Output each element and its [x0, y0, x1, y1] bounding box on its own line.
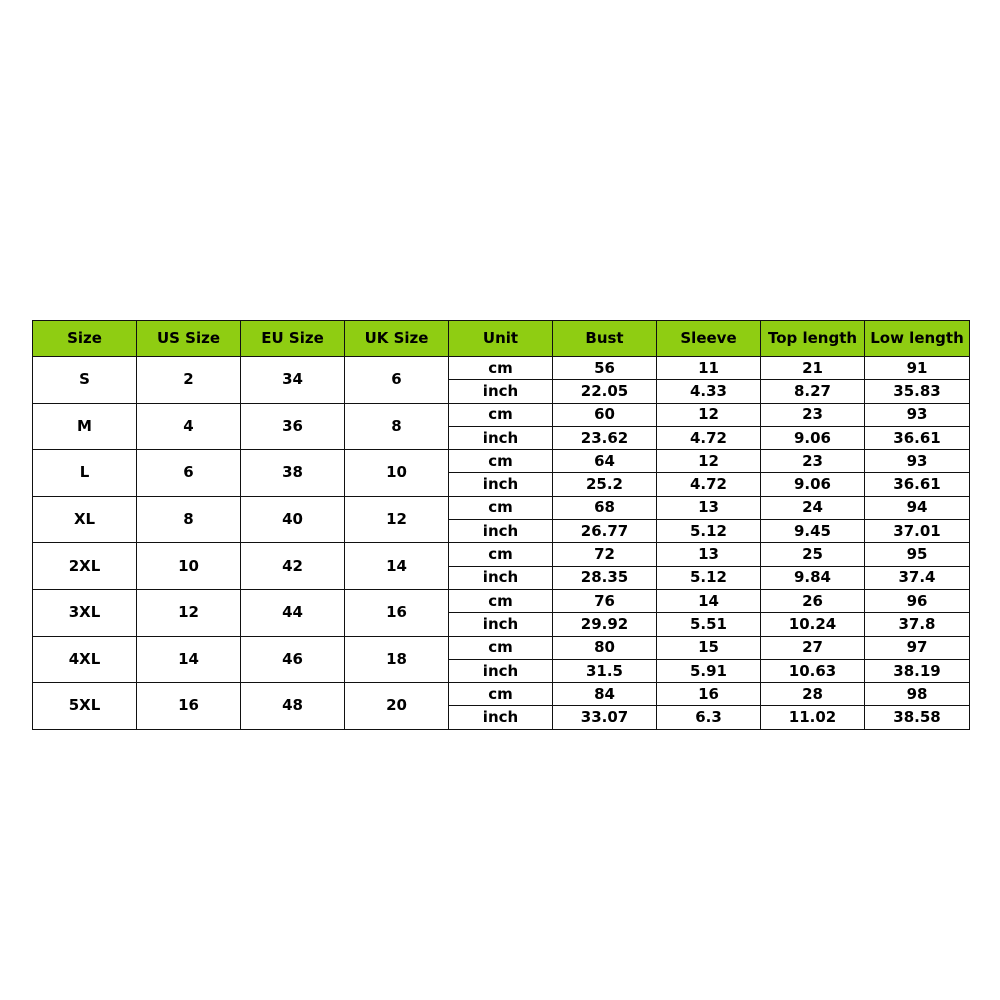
top-cm-cell: 25 — [761, 543, 865, 566]
header-sleeve: Sleeve — [657, 321, 761, 357]
table-row — [33, 496, 970, 519]
sleeve-inch-cell: 5.12 — [657, 520, 761, 543]
unit-inch-cell: inch — [449, 706, 553, 729]
bust-inch-cell: 22.05 — [553, 380, 657, 403]
top-inch-cell: 8.27 — [761, 380, 865, 403]
eu-size-cell: 48 — [241, 683, 345, 730]
us-size-cell: 8 — [137, 496, 241, 543]
eu-size-cell: 42 — [241, 543, 345, 590]
top-cm-cell: 23 — [761, 403, 865, 426]
sleeve-cm-cell: 12 — [657, 450, 761, 473]
unit-inch-cell: inch — [449, 380, 553, 403]
uk-size-cell: 16 — [345, 589, 449, 636]
bust-cm-cell: 80 — [553, 636, 657, 659]
size-cell: S — [33, 357, 137, 404]
bust-cm-cell: 84 — [553, 683, 657, 706]
eu-size-cell: 40 — [241, 496, 345, 543]
bust-inch-cell: 23.62 — [553, 426, 657, 449]
table-row — [33, 357, 970, 380]
bust-inch-cell: 25.2 — [553, 473, 657, 496]
header-top-length: Top length — [761, 321, 865, 357]
unit-inch-cell: inch — [449, 426, 553, 449]
us-size-cell: 14 — [137, 636, 241, 683]
table-row — [33, 403, 970, 426]
bust-cm-cell: 60 — [553, 403, 657, 426]
table-body — [33, 357, 970, 730]
top-inch-cell: 10.63 — [761, 659, 865, 682]
size-cell: 4XL — [33, 636, 137, 683]
us-size-cell: 12 — [137, 589, 241, 636]
top-cm-cell: 23 — [761, 450, 865, 473]
size-cell: 3XL — [33, 589, 137, 636]
unit-cm-cell: cm — [449, 450, 553, 473]
top-cm-cell: 24 — [761, 496, 865, 519]
sleeve-cm-cell: 13 — [657, 543, 761, 566]
table-row — [33, 543, 970, 566]
uk-size-cell: 14 — [345, 543, 449, 590]
sleeve-inch-cell: 5.91 — [657, 659, 761, 682]
header-size: Size — [33, 321, 137, 357]
us-size-cell: 6 — [137, 450, 241, 497]
unit-cm-cell: cm — [449, 636, 553, 659]
top-cm-cell: 28 — [761, 683, 865, 706]
header-uk-size: UK Size — [345, 321, 449, 357]
sleeve-inch-cell: 4.72 — [657, 426, 761, 449]
unit-cm-cell: cm — [449, 589, 553, 612]
us-size-cell: 16 — [137, 683, 241, 730]
bust-cm-cell: 64 — [553, 450, 657, 473]
unit-cm-cell: cm — [449, 683, 553, 706]
eu-size-cell: 36 — [241, 403, 345, 450]
bust-cm-cell: 68 — [553, 496, 657, 519]
uk-size-cell: 10 — [345, 450, 449, 497]
top-cm-cell: 21 — [761, 357, 865, 380]
size-cell: L — [33, 450, 137, 497]
top-cm-cell: 27 — [761, 636, 865, 659]
low-inch-cell: 37.4 — [865, 566, 970, 589]
unit-inch-cell: inch — [449, 659, 553, 682]
low-inch-cell: 36.61 — [865, 426, 970, 449]
unit-inch-cell: inch — [449, 473, 553, 496]
size-cell: XL — [33, 496, 137, 543]
low-inch-cell: 35.83 — [865, 380, 970, 403]
header-us-size: US Size — [137, 321, 241, 357]
bust-inch-cell: 28.35 — [553, 566, 657, 589]
sleeve-cm-cell: 12 — [657, 403, 761, 426]
table-row — [33, 450, 970, 473]
sleeve-inch-cell: 5.12 — [657, 566, 761, 589]
low-cm-cell: 94 — [865, 496, 970, 519]
unit-cm-cell: cm — [449, 403, 553, 426]
eu-size-cell: 44 — [241, 589, 345, 636]
size-cell: M — [33, 403, 137, 450]
size-cell: 2XL — [33, 543, 137, 590]
sleeve-cm-cell: 15 — [657, 636, 761, 659]
top-inch-cell: 9.06 — [761, 426, 865, 449]
header-bust: Bust — [553, 321, 657, 357]
low-inch-cell: 38.58 — [865, 706, 970, 729]
low-cm-cell: 98 — [865, 683, 970, 706]
size-chart-table — [32, 320, 970, 730]
table-row — [33, 589, 970, 612]
header-unit: Unit — [449, 321, 553, 357]
sleeve-cm-cell: 16 — [657, 683, 761, 706]
bust-inch-cell: 31.5 — [553, 659, 657, 682]
size-cell: 5XL — [33, 683, 137, 730]
table-row — [33, 636, 970, 659]
sleeve-inch-cell: 6.3 — [657, 706, 761, 729]
unit-inch-cell: inch — [449, 520, 553, 543]
bust-inch-cell: 26.77 — [553, 520, 657, 543]
eu-size-cell: 34 — [241, 357, 345, 404]
top-inch-cell: 11.02 — [761, 706, 865, 729]
low-cm-cell: 96 — [865, 589, 970, 612]
low-inch-cell: 37.01 — [865, 520, 970, 543]
low-cm-cell: 91 — [865, 357, 970, 380]
table-row — [33, 683, 970, 706]
unit-inch-cell: inch — [449, 613, 553, 636]
uk-size-cell: 18 — [345, 636, 449, 683]
header-low-length: Low length — [865, 321, 970, 357]
low-cm-cell: 93 — [865, 403, 970, 426]
us-size-cell: 10 — [137, 543, 241, 590]
top-inch-cell: 9.06 — [761, 473, 865, 496]
top-inch-cell: 10.24 — [761, 613, 865, 636]
unit-inch-cell: inch — [449, 566, 553, 589]
low-cm-cell: 93 — [865, 450, 970, 473]
top-cm-cell: 26 — [761, 589, 865, 612]
sleeve-inch-cell: 5.51 — [657, 613, 761, 636]
low-cm-cell: 97 — [865, 636, 970, 659]
us-size-cell: 4 — [137, 403, 241, 450]
unit-cm-cell: cm — [449, 543, 553, 566]
sleeve-inch-cell: 4.72 — [657, 473, 761, 496]
header-row — [33, 321, 970, 357]
bust-cm-cell: 56 — [553, 357, 657, 380]
header-eu-size: EU Size — [241, 321, 345, 357]
low-cm-cell: 95 — [865, 543, 970, 566]
table-header — [33, 321, 970, 357]
top-inch-cell: 9.84 — [761, 566, 865, 589]
uk-size-cell: 6 — [345, 357, 449, 404]
low-inch-cell: 37.8 — [865, 613, 970, 636]
bust-cm-cell: 76 — [553, 589, 657, 612]
bust-inch-cell: 29.92 — [553, 613, 657, 636]
eu-size-cell: 46 — [241, 636, 345, 683]
unit-cm-cell: cm — [449, 357, 553, 380]
uk-size-cell: 20 — [345, 683, 449, 730]
us-size-cell: 2 — [137, 357, 241, 404]
sleeve-cm-cell: 13 — [657, 496, 761, 519]
low-inch-cell: 38.19 — [865, 659, 970, 682]
bust-inch-cell: 33.07 — [553, 706, 657, 729]
top-inch-cell: 9.45 — [761, 520, 865, 543]
eu-size-cell: 38 — [241, 450, 345, 497]
sleeve-inch-cell: 4.33 — [657, 380, 761, 403]
uk-size-cell: 12 — [345, 496, 449, 543]
unit-cm-cell: cm — [449, 496, 553, 519]
bust-cm-cell: 72 — [553, 543, 657, 566]
sleeve-cm-cell: 11 — [657, 357, 761, 380]
sleeve-cm-cell: 14 — [657, 589, 761, 612]
low-inch-cell: 36.61 — [865, 473, 970, 496]
uk-size-cell: 8 — [345, 403, 449, 450]
